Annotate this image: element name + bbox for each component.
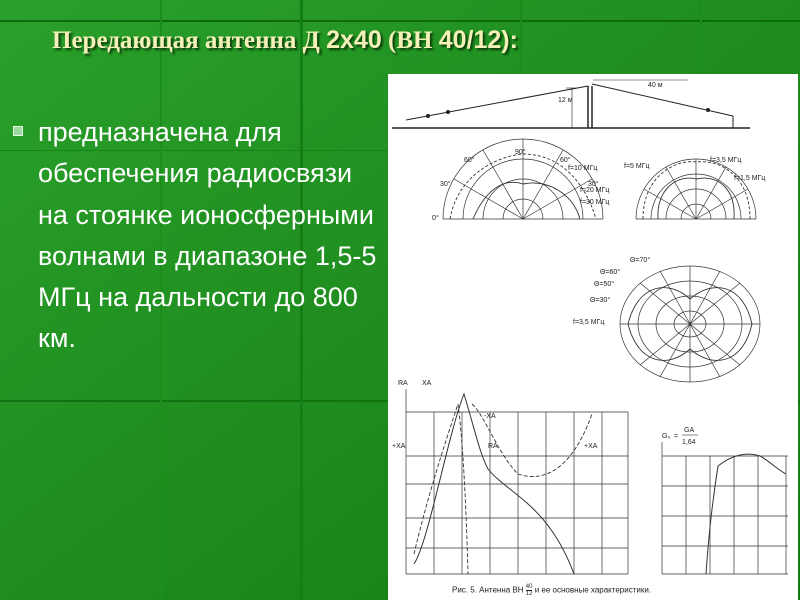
caption-suffix: и ее основные характеристики.: [534, 585, 652, 595]
antenna-length-label: 40 м: [648, 82, 663, 89]
left-angle-label-4: 30°: [588, 181, 599, 188]
right-freq-label-1: f=3,5 МГц: [710, 157, 742, 164]
caption-numerator: 40: [525, 584, 533, 590]
left-freq-label-2: f=30 МГц: [580, 199, 610, 206]
bullet-square-icon: [13, 126, 23, 136]
right-radiation-pattern: [636, 159, 756, 219]
title-text-5: ):: [501, 26, 518, 54]
polar-freq-label: f=3,5 МГц: [573, 319, 605, 326]
antenna-figure: [388, 74, 798, 600]
impedance-neg-xa-label: -XA: [484, 413, 496, 420]
left-freq-label-0: f=10 МГц: [568, 165, 598, 172]
antenna-height-label: 12 м: [558, 97, 573, 104]
left-angle-label-5: 0°: [432, 215, 439, 222]
polar-theta-label-0: Θ=70°: [630, 257, 651, 264]
polar-theta-label-1: Θ=60°: [600, 269, 621, 276]
left-angle-label-0: 90°: [515, 149, 526, 156]
caption-denominator: 12: [525, 591, 533, 597]
antenna-schematic: [392, 80, 750, 128]
slide-title: [52, 26, 792, 66]
polar-pattern: [620, 266, 760, 382]
right-freq-label-0: f=5 МГц: [624, 163, 650, 170]
left-angle-label-3: 30°: [440, 181, 451, 188]
title-text-1: Передающая антенна Д: [52, 27, 327, 54]
caption-prefix: Рис. 5. Антенна ВН: [452, 585, 524, 595]
impedance-chart: [406, 389, 628, 574]
gain-g0-label: G₀: [662, 433, 671, 440]
gain-eq-label: =: [674, 433, 679, 440]
impedance-pos-xa-right-label: +XA: [584, 443, 598, 450]
gain-chart: [662, 442, 788, 574]
impedance-ra-label: RA: [398, 380, 408, 387]
right-freq-label-2: f=1,5 МГц: [734, 175, 766, 182]
title-text-4: 40/12: [438, 26, 502, 54]
left-angle-label-2: 60°: [560, 157, 571, 164]
gain-den-label: 1,64: [682, 439, 696, 446]
polar-theta-label-2: Θ=50°: [594, 281, 615, 288]
impedance-ra-curve-label: RA: [488, 443, 498, 450]
left-angle-label-1: 60°: [464, 157, 475, 164]
gain-num-label: GA: [684, 427, 695, 434]
bullet-text: предназначена для обеспечения радиосвязи на стоянке ионосферными волнами в диапазоне 1,5-5 МГц на дальности до 800 км.: [38, 117, 377, 354]
figure-caption: [452, 584, 651, 597]
title-text-2: 2х40: [326, 26, 382, 54]
title-text-3: (ВН: [381, 27, 439, 54]
left-freq-label-1: f=20 МГц: [580, 187, 610, 194]
impedance-pos-xa-left-label: +XA: [392, 443, 406, 450]
polar-theta-label-3: Θ=30°: [590, 297, 611, 304]
impedance-xa-label: XA: [422, 380, 432, 387]
